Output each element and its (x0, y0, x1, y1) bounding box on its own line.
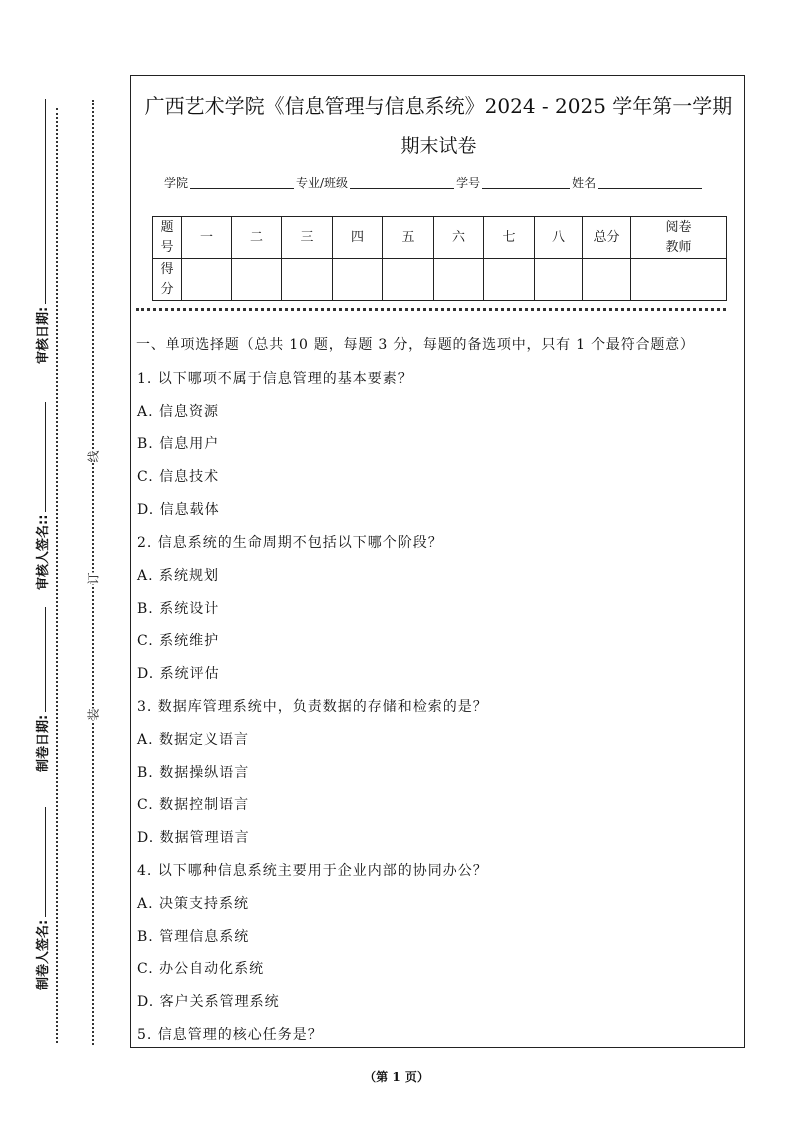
score-value-row (153, 259, 727, 301)
question-option[interactable]: A. 信息资源 (137, 404, 220, 420)
score-cell[interactable] (535, 259, 583, 301)
score-cell[interactable] (182, 259, 232, 301)
maker-date-label: 制卷日期: (36, 714, 51, 772)
maker-date-line[interactable] (45, 607, 46, 712)
section-4-header: 四 (333, 217, 383, 259)
college-input[interactable] (190, 188, 294, 189)
section-6-header: 六 (434, 217, 484, 259)
major-class-input[interactable] (350, 188, 454, 189)
question-option[interactable]: D. 系统评估 (137, 666, 220, 682)
question-option[interactable]: A. 系统规划 (137, 568, 220, 584)
mount-char: 装 (86, 708, 101, 721)
question-option[interactable]: B. 管理信息系统 (137, 929, 250, 945)
question-option[interactable]: C. 办公自动化系统 (137, 961, 265, 977)
question-option[interactable]: C. 信息技术 (137, 469, 220, 485)
dotted-separator (136, 308, 726, 311)
page-number: （第 1 页） (364, 1070, 429, 1084)
college-label: 学院 (164, 176, 189, 190)
question-option[interactable]: B. 信息用户 (137, 436, 220, 452)
reviewer-sign-label: 审核人签名:: (36, 514, 51, 590)
total-score-cell[interactable] (583, 259, 631, 301)
outer-dotted-line (56, 108, 58, 1043)
total-score-header: 总分 (583, 217, 631, 259)
reviewer-date-line[interactable] (45, 99, 46, 304)
question-stem: 4. 以下哪种信息系统主要用于企业内部的协同办公？ (137, 863, 488, 879)
name-input[interactable] (598, 188, 702, 189)
name-label: 姓名 (572, 176, 597, 190)
section-1-header: 一 (182, 217, 232, 259)
score-cell[interactable] (484, 259, 535, 301)
question-number-header: 题号 (153, 217, 182, 259)
section-8-header: 八 (535, 217, 583, 259)
question-option[interactable]: D. 信息载体 (137, 502, 220, 518)
exam-title: 广西艺术学院《信息管理与信息系统》2024 - 2025 学年第一学期 (144, 94, 733, 118)
exam-subtitle: 期末试卷 (400, 135, 477, 157)
grader-header: 阅卷教师 (631, 217, 727, 259)
score-cell[interactable] (282, 259, 333, 301)
student-id-label: 学号 (456, 176, 481, 190)
student-info-row (164, 174, 704, 191)
question-stem: 5. 信息管理的核心任务是？ (137, 1027, 323, 1043)
question-stem: 2. 信息系统的生命周期不包括以下哪个阶段？ (137, 535, 443, 551)
cut-line-char: 线 (86, 450, 101, 463)
section-7-header: 七 (484, 217, 535, 259)
student-id-input[interactable] (482, 188, 570, 189)
maker-sign-label: 制卷人签名: (36, 919, 51, 990)
major-class-label: 专业/班级 (296, 176, 349, 190)
reviewer-date-label: 审核日期: (36, 306, 51, 364)
section-2-header: 二 (232, 217, 282, 259)
reviewer-sign-field (32, 402, 51, 590)
score-cell[interactable] (232, 259, 282, 301)
section-1-heading: 一、单项选择题（总共 10 题，每题 3 分，每题的备选项中，只有 1 个最符合题意） (136, 337, 695, 353)
bind-char: 订 (86, 572, 101, 585)
question-stem: 1. 以下哪项不属于信息管理的基本要素？ (137, 371, 413, 387)
maker-sign-field (32, 807, 51, 990)
score-table (152, 216, 727, 301)
grader-cell[interactable] (631, 259, 727, 301)
score-cell[interactable] (383, 259, 434, 301)
exam-frame (130, 75, 745, 1048)
question-option[interactable]: B. 系统设计 (137, 601, 220, 617)
question-option[interactable]: B. 数据操纵语言 (137, 765, 250, 781)
score-cell[interactable] (434, 259, 484, 301)
question-option[interactable]: C. 数据控制语言 (137, 797, 250, 813)
score-header-row (153, 217, 727, 259)
question-stem: 3. 数据库管理系统中，负责数据的存储和检索的是？ (137, 699, 488, 715)
score-cell[interactable] (333, 259, 383, 301)
reviewer-sign-line[interactable] (45, 402, 46, 512)
question-option[interactable]: D. 数据管理语言 (137, 830, 250, 846)
maker-sign-line[interactable] (45, 807, 46, 917)
reviewer-date-field (32, 99, 51, 364)
question-option[interactable]: A. 数据定义语言 (137, 732, 250, 748)
section-5-header: 五 (383, 217, 434, 259)
section-3-header: 三 (282, 217, 333, 259)
question-option[interactable]: A. 决策支持系统 (137, 896, 250, 912)
maker-date-field (32, 607, 51, 772)
question-option[interactable]: C. 系统维护 (137, 633, 220, 649)
score-label: 得分 (153, 259, 182, 301)
question-option[interactable]: D. 客户关系管理系统 (137, 994, 280, 1010)
